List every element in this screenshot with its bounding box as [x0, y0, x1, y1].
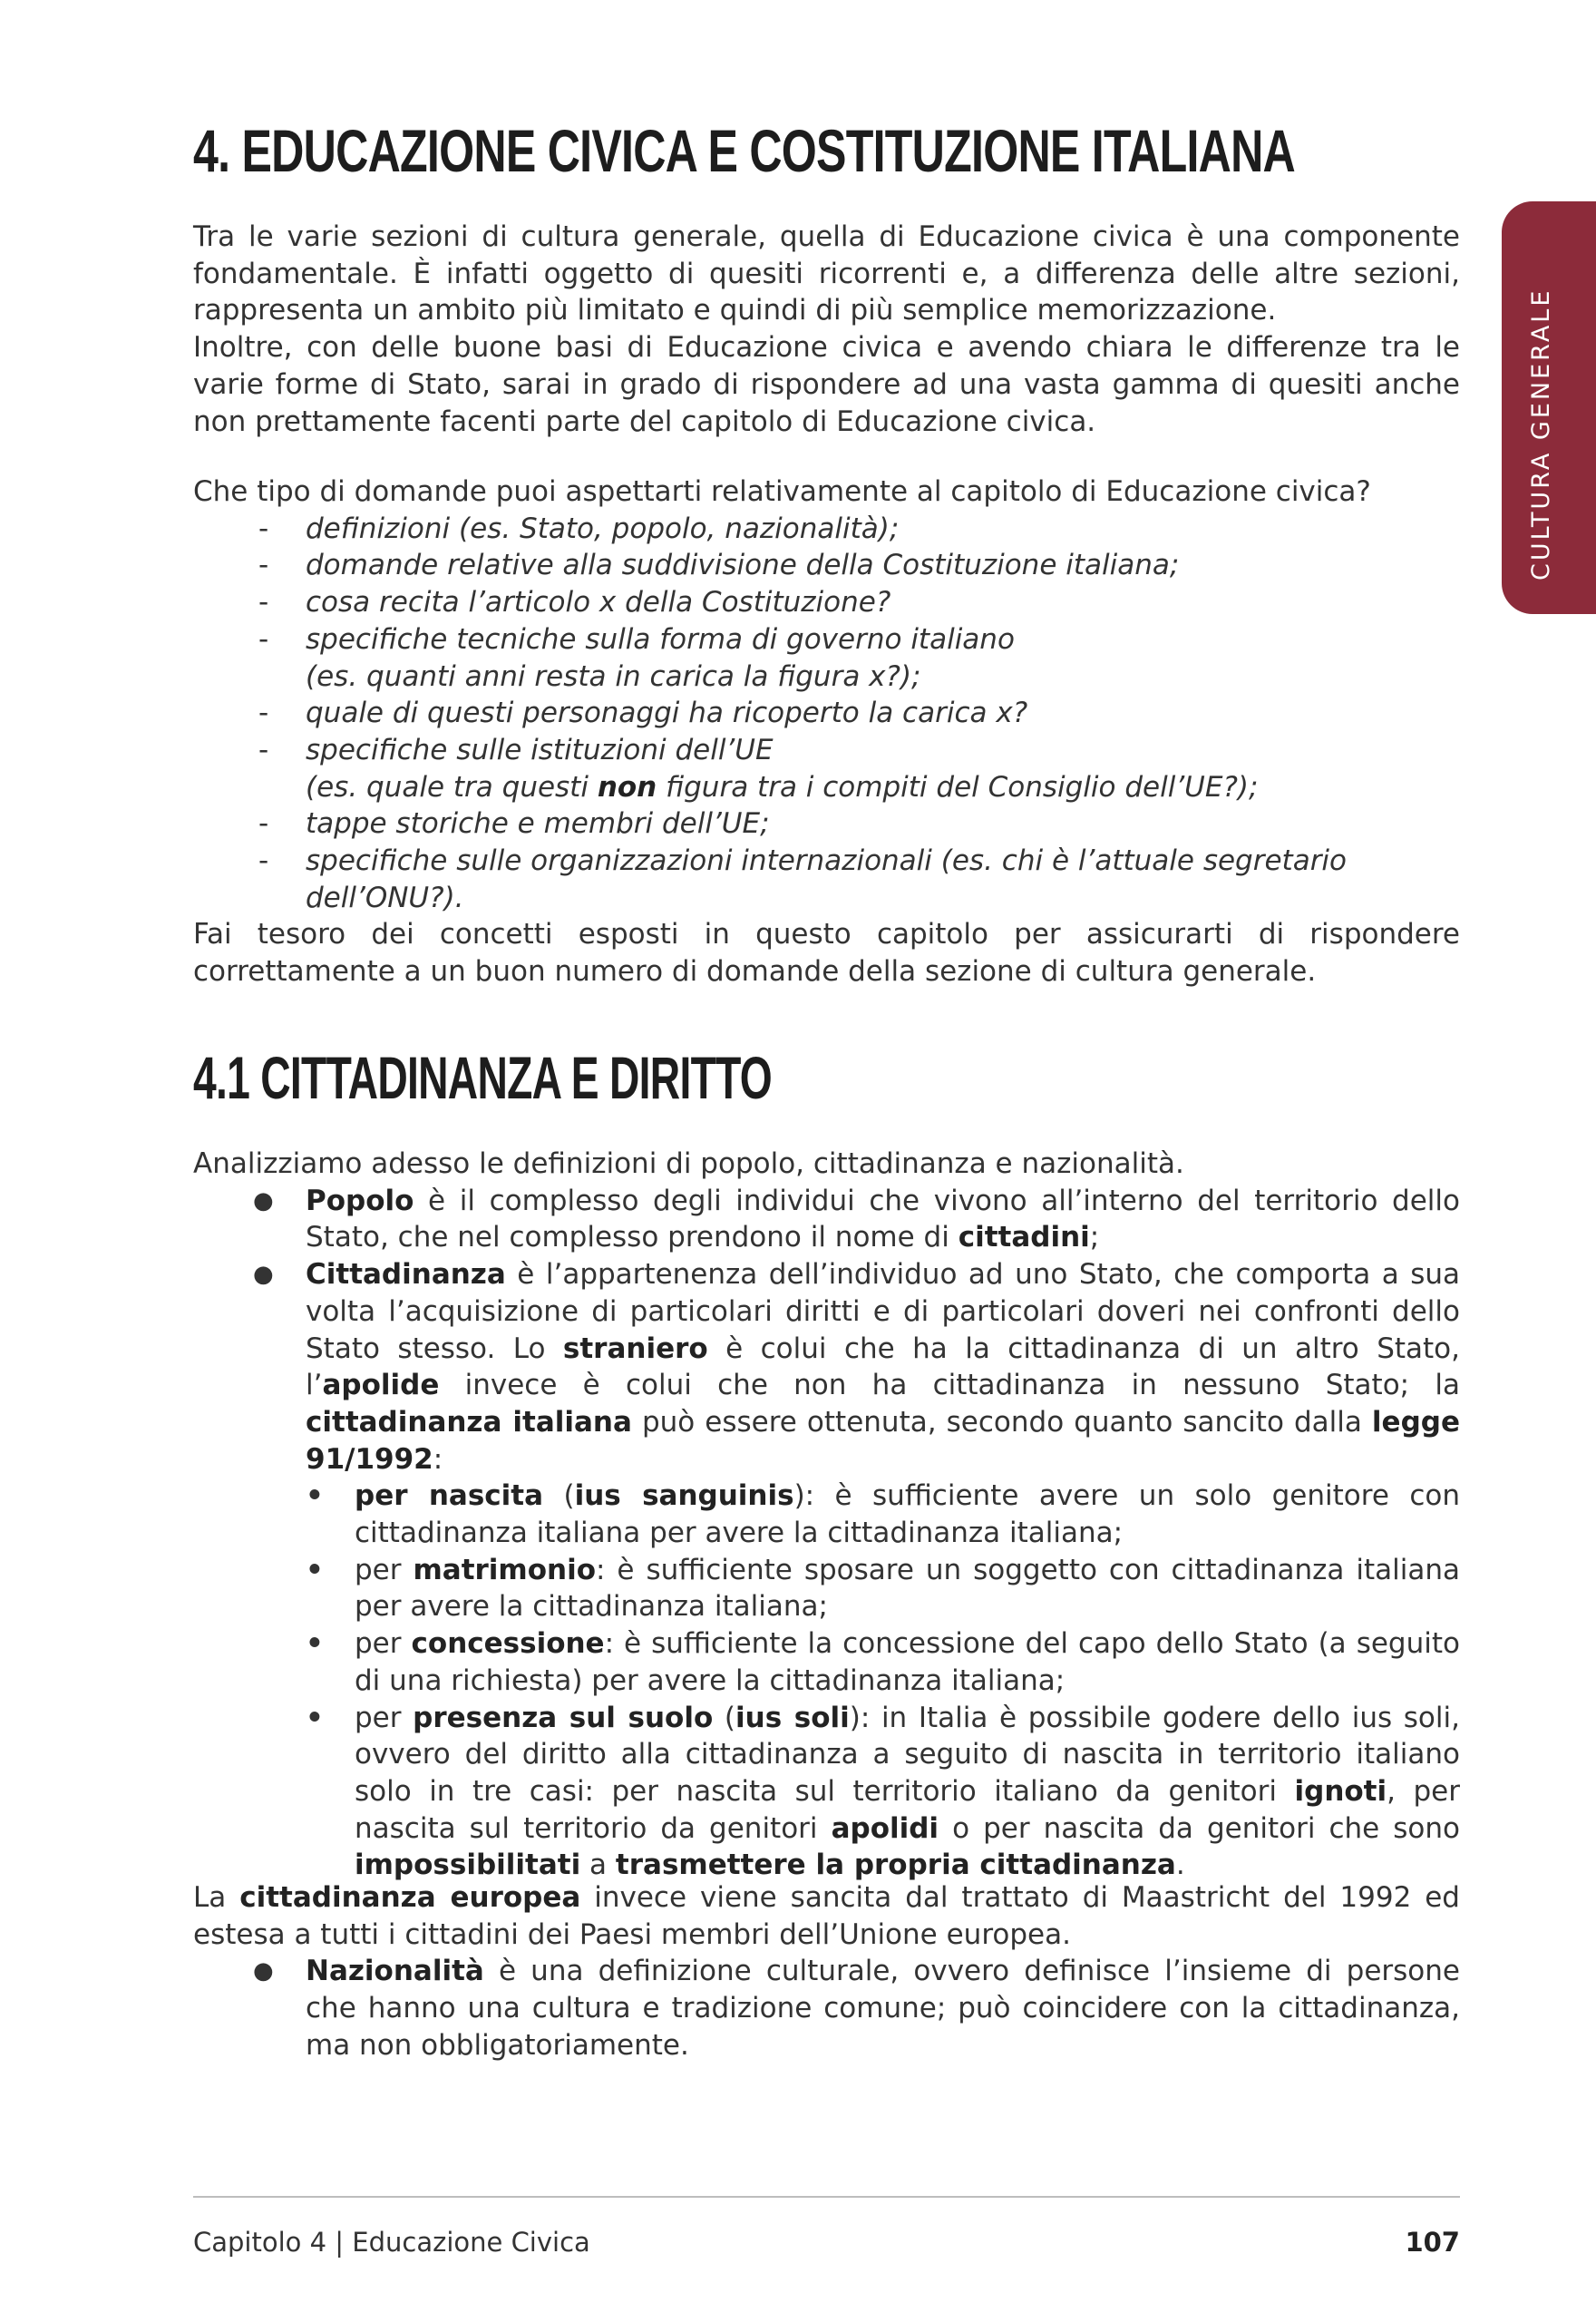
nationality-list — [193, 1953, 1460, 2063]
citizenship-modes-list — [193, 1478, 1460, 1884]
list-item: - specifiche sulle organizzazioni internazionali (es. chi è l’attuale segretario dell’ONU?). — [258, 844, 1348, 914]
question-types-list — [193, 511, 1460, 917]
page-number: 107 — [1405, 2227, 1460, 2258]
footer-divider — [193, 2196, 1460, 2198]
definition-cittadinanza: ● Cittadinanza è l’appartenenza dell’individuo ad uno Stato, che comporta a sua volta l’acquisizione di particolari diritti e di particolari doveri nei confronti dello Stato stesso. Lo straniero è colui che ha la cittadinanza di un altro Stato, l’apolide invece è colui che non ha cittadinanza in nessuno Stato; la cittadinanza italiana può essere ottenuta, secondo quanto sancito dalla legge 91/1992: — [253, 1258, 1460, 1476]
list-item: - specifiche sulle istituzioni dell’UE (es. quale tra questi non figura tra i compiti del Consiglio dell’UE?); — [258, 733, 1259, 804]
list-item: - specifiche tecniche sulla forma di governo italiano (es. quanti anni resta in carica la figura x?); — [258, 622, 1015, 693]
mode-nascita: • per nascita (ius sanguinis): è sufficiente avere un solo genitore con cittadinanza italiana per avere la cittadinanza italiana; — [306, 1479, 1460, 1550]
citizenship-intro: Analizziamo adesso le definizioni di popolo, cittadinanza e nazionalità. — [193, 1147, 1184, 1180]
definition-nazionalita: ● Nazionalità è una definizione culturale, ovvero definisce l’insieme di persone che hanno una cultura e tradizione comune; può coincidere con la cittadinanza, ma non obbligatoriamente. — [253, 1955, 1460, 2062]
mode-concessione: • per concessione: è sufficiente la concessione del capo dello Stato (a seguito di una richiesta) per avere la cittadinanza italiana; — [306, 1627, 1460, 1697]
list-item: - tappe storiche e membri dell’UE; — [258, 807, 770, 841]
list-item: - quale di questi personaggi ha ricoperto la carica x? — [258, 697, 1028, 730]
definition-popolo: ● Popolo è il complesso degli individui che vivono all’interno del territorio dello Stato, che nel complesso prendono il nome di cittadini; — [253, 1184, 1460, 1254]
intro-paragraph-1: Tra le varie sezioni di cultura generale, quella di Educazione civica è una componente fondamentale. È infatti oggetto di quesiti ricorrenti e, a differenza delle altre sezioni, rappresenta un ambito più limitato e quindi di più semplice memorizzazione. — [193, 220, 1460, 327]
footer-chapter-label: Capitolo 4 | Educazione Civica — [193, 2227, 590, 2258]
question-types-lead: Che tipo di domande puoi aspettarti relativamente al capitolo di Educazione civica? — [193, 475, 1371, 508]
mode-matrimonio: • per matrimonio: è sufficiente sposare un soggetto con cittadinanza italiana per avere la cittadinanza italiana; — [306, 1553, 1460, 1624]
section-title: 4.1 CITTADINANZA E DIRITTO — [193, 1044, 773, 1111]
list-item: - cosa recita l’articolo x della Costituzione? — [258, 586, 891, 620]
european-citizenship-paragraph: La cittadinanza europea invece viene sancita dal trattato di Maastricht del 1992 ed estesa a tutti i cittadini dei Paesi membri dell’Unione europea. — [193, 1881, 1460, 1951]
citizenship-section — [193, 1146, 1460, 1884]
list-item: - domande relative alla suddivisione della Costituzione italiana; — [258, 549, 1180, 582]
question-types-section — [193, 473, 1460, 916]
chapter-title: 4. EDUCAZIONE CIVICA E COSTITUZIONE ITALIANA — [193, 117, 1296, 184]
definitions-list — [193, 1183, 1460, 1478]
intro-closing-section — [193, 916, 1460, 990]
side-tab-label: CULTURA GENERALE — [1527, 288, 1555, 580]
intro-paragraph-3: Fai tesoro dei concetti esposti in questo capitolo per assicurarti di rispondere correttamente a un buon numero di domande della sezione di cultura generale. — [193, 918, 1460, 988]
list-item: - definizioni (es. Stato, popolo, nazionalità); — [258, 512, 900, 545]
mode-ius-soli: • per presenza sul suolo (ius soli): in Italia è possibile godere dello ius soli, ovvero del diritto alla cittadinanza a seguito di nascita in territorio italiano solo in tre casi: per nascita sul territorio italiano da genitori ignoti, per nascita sul territorio da genitori apolidi o per nascita da genitori che sono impossibilitati a trasmettere la propria cittadinanza. — [306, 1701, 1461, 1882]
european-citizenship-section — [193, 1879, 1460, 2064]
intro-paragraph-2: Inoltre, con delle buone basi di Educazione civica e avendo chiara le differenze tra le varie forme di Stato, sarai in grado di rispondere ad una vasta gamma di quesiti anche non prettamente facenti parte del capitolo di Educazione civica. — [193, 331, 1460, 438]
intro-section — [193, 219, 1460, 440]
